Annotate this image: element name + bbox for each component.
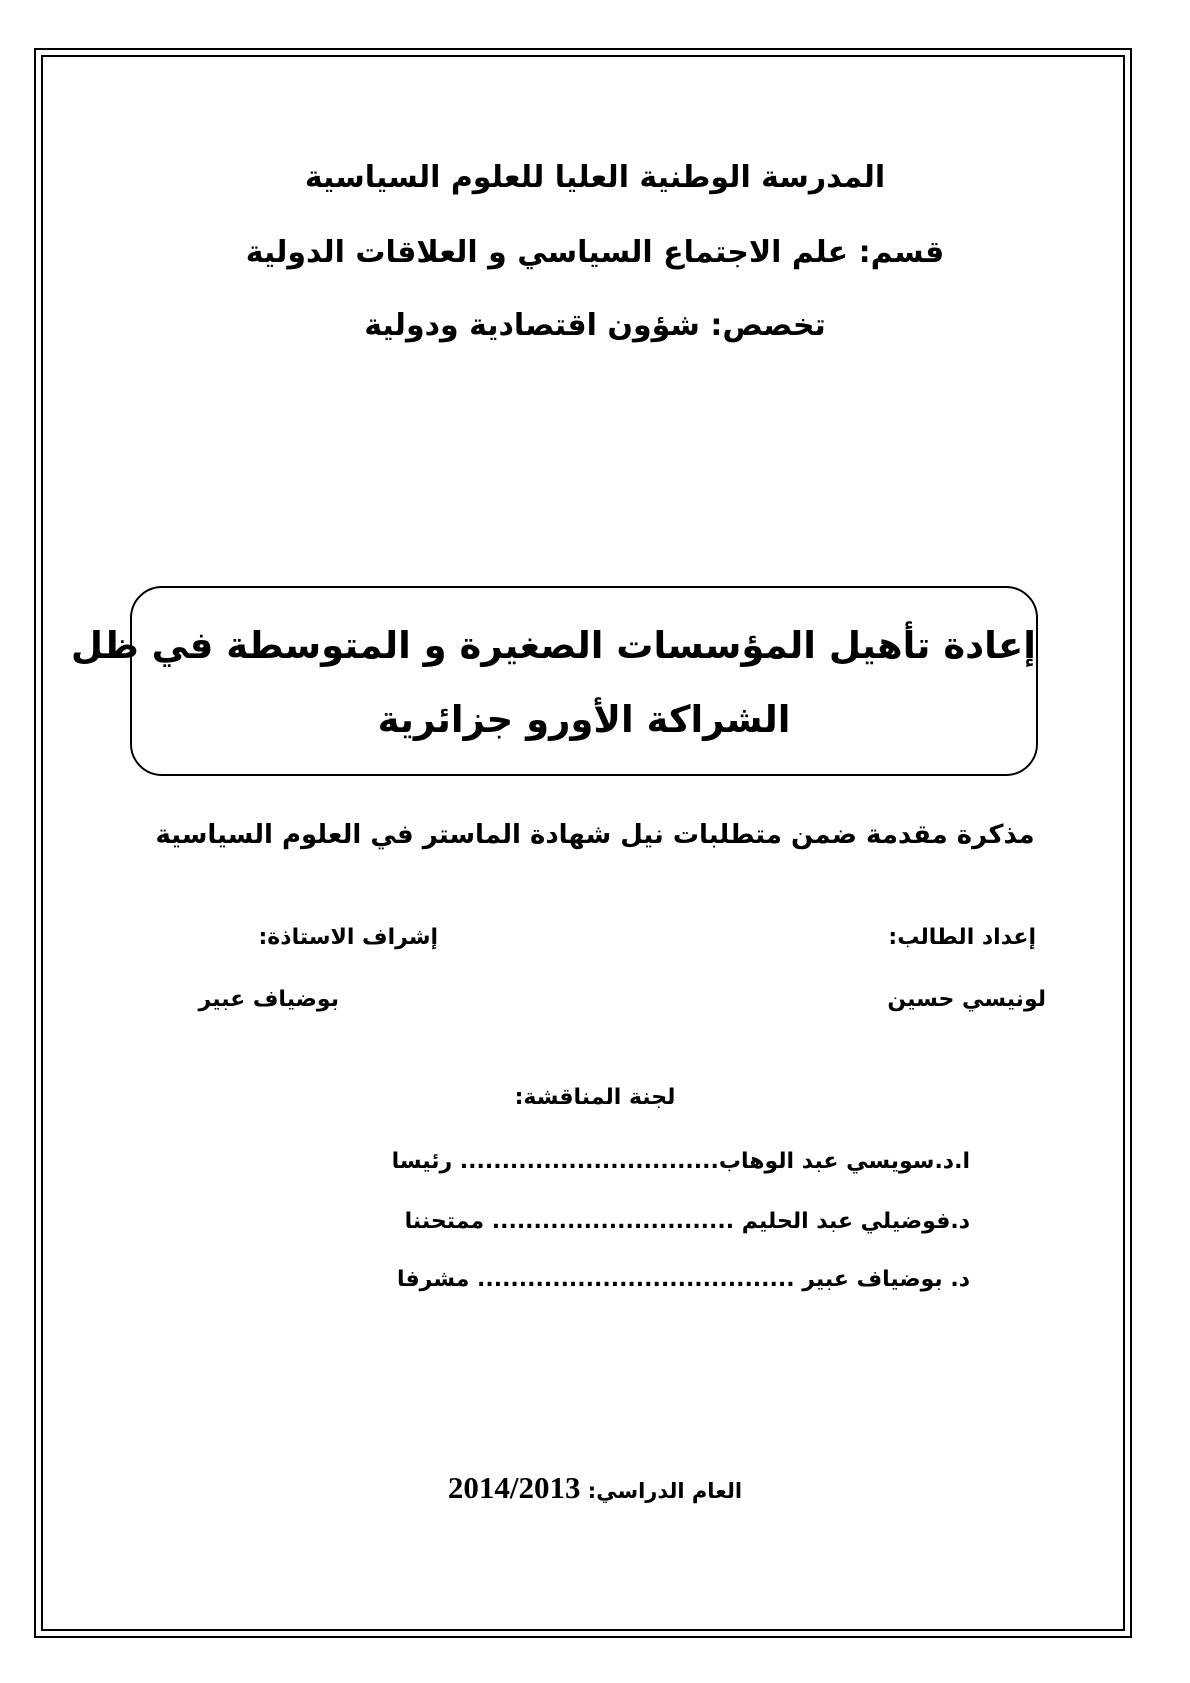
academic-year bbox=[0, 1470, 1190, 1506]
committee-heading: لجنة المناقشة: bbox=[514, 1085, 676, 1110]
student-label: إعداد الطالب: bbox=[888, 925, 1036, 950]
thesis-title-box bbox=[70, 586, 1038, 776]
department-name: قسم: علم الاجتماع السياسي و العلاقات الدولية bbox=[245, 235, 945, 270]
committee-member-1: ا.د.سويسي عبد الوهاب............................... رئيسا bbox=[391, 1149, 970, 1174]
committee-member-2: د.فوضيلي عبد الحليم ............................. ممتحننا bbox=[404, 1209, 970, 1234]
student-name: لونيسي حسين bbox=[887, 987, 1046, 1012]
academic-year-value: 2014/2013 bbox=[447, 1470, 581, 1505]
committee-member-3: د. بوضياف عبير ...................................... مشرفا bbox=[396, 1267, 970, 1292]
academic-year-label: العام الدراسي: bbox=[580, 1479, 743, 1503]
school-name: المدرسة الوطنية العليا للعلوم السياسية bbox=[304, 160, 886, 195]
supervisor-name: بوضياف عبير bbox=[198, 987, 339, 1012]
thesis-subtitle: مذكرة مقدمة ضمن متطلبات نيل شهادة الماستر في العلوم السياسية bbox=[155, 820, 1035, 850]
thesis-title-line-1: إعادة تأهيل المؤسسات الصغيرة و المتوسطة في ظل bbox=[70, 624, 1036, 667]
specialty-name: تخصص: شؤون اقتصادية ودولية bbox=[364, 308, 826, 343]
thesis-title-line-2: الشراكة الأورو جزائرية bbox=[377, 698, 791, 741]
supervisor-label: إشراف الاستاذة: bbox=[258, 925, 438, 950]
